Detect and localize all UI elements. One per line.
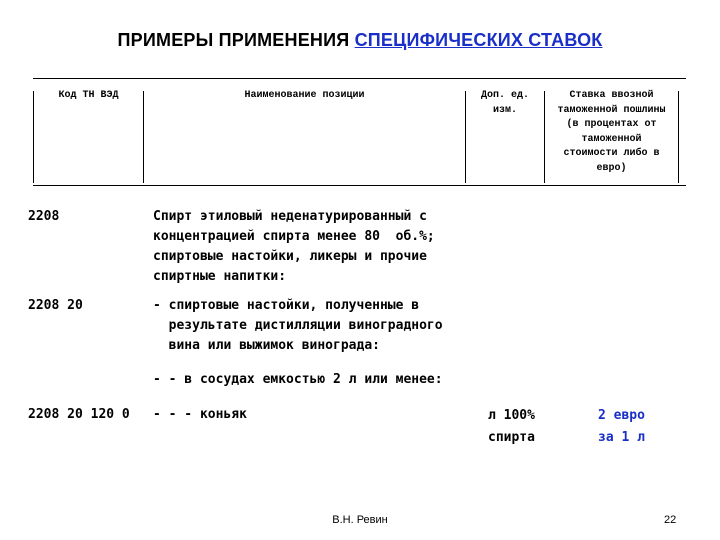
row-description: - - - коньяк — [153, 407, 247, 422]
header-rate: Ставка ввозной таможенной пошлины (в процентах от таможенной стоимости либо в евро) — [557, 90, 666, 174]
row-description: Спирт этиловый неденатурированный с концентрацией спирта менее 80 об.%; спиртовые настойки, ликеры и прочие спиртные напитки: — [153, 209, 435, 284]
row-rate: 2 евро за 1 л — [598, 408, 645, 445]
table-top-border — [33, 78, 686, 79]
page-title — [0, 30, 720, 51]
title-highlight: СПЕЦИФИЧЕСКИХ СТАВОК — [354, 30, 603, 50]
footer-author: В.Н. Ревин — [332, 514, 388, 526]
table-bottom-border — [33, 185, 686, 186]
table-border-right — [678, 91, 679, 183]
row-description: - - в сосудах емкостью 2 л или менее: — [153, 372, 443, 387]
row-code: 2208 20 — [28, 298, 83, 313]
row-code: 2208 20 120 0 — [28, 407, 130, 422]
row-code: 2208 — [28, 209, 60, 224]
page-number: 22 — [664, 514, 677, 526]
header-code: Код ТН ВЭД — [58, 90, 119, 101]
header-unit: Доп. ед. изм. — [480, 90, 529, 116]
header-name: Наименование позиции — [244, 90, 365, 101]
row-unit: л 100% спирта — [488, 408, 535, 445]
table-border-left — [33, 91, 34, 183]
row-description: - спиртовые настойки, полученные в результате дистилляции виноградного вина или выжимок винограда: — [153, 298, 443, 353]
title-prefix: ПРИМЕРЫ ПРИМЕНЕНИЯ — [117, 30, 350, 50]
table-divider-1 — [143, 91, 144, 183]
